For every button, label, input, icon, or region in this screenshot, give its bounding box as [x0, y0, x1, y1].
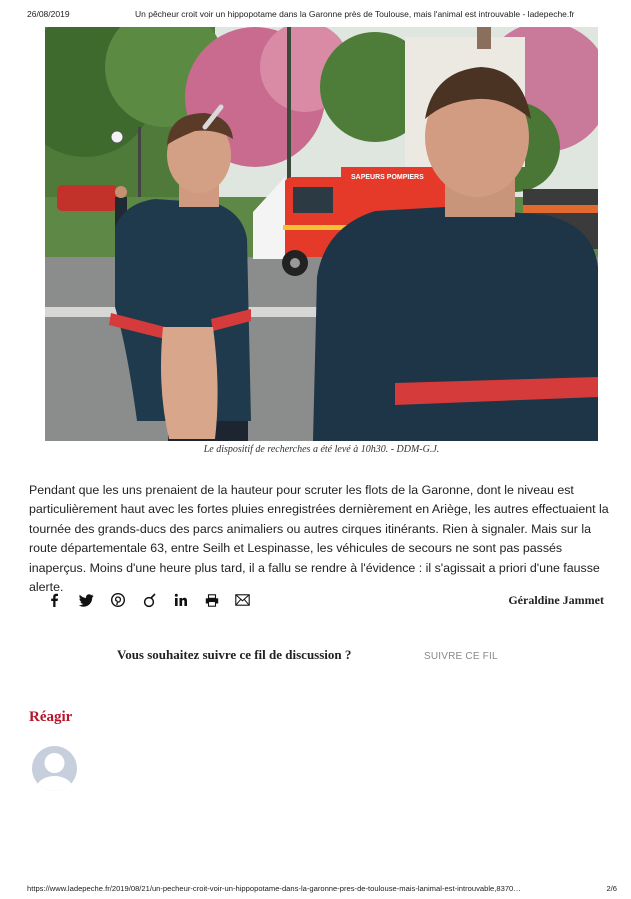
- user-avatar-icon: [29, 746, 80, 791]
- print-page-title: Un pêcheur croit voir un hippopotame dans la Garonne près de Toulouse, mais l'animal est introuvable - ladepeche.fr: [135, 9, 575, 19]
- pinterest-icon[interactable]: [108, 590, 128, 610]
- photo-caption: Le dispositif de recherches a été levé à 10h30. - DDM-G.J.: [203, 444, 440, 455]
- author-name[interactable]: Géraldine Jammet: [508, 593, 604, 607]
- print-icon[interactable]: [202, 590, 222, 610]
- share-bar: [44, 590, 604, 610]
- linkedin-icon[interactable]: [171, 590, 191, 610]
- follow-thread-question: Vous souhaitez suivre ce fil de discussion ?: [117, 647, 352, 662]
- print-url: https://www.ladepeche.fr/2019/08/21/un-pecheur-croit-voir-un-hippopotame-dans-la-garonne-pres-de-toulouse-mais-lanimal-est-introuvable,8370…: [27, 884, 521, 893]
- van-lettering: SAPEURS POMPIERS: [351, 174, 424, 181]
- print-date: 26/08/2019: [27, 9, 70, 19]
- twitter-icon[interactable]: [76, 590, 96, 610]
- avatar: [29, 746, 80, 791]
- print-footer: [27, 884, 617, 896]
- react-heading: Réagir: [29, 709, 73, 725]
- article-paragraph: Pendant que les uns prenaient de la hauteur pour scruter les flots de la Garonne, dont le niveau est particulièrement haut avec les fortes pluies enregistrées dernièrement en Ariège, les autres effectuaient la tournée des grands-ducs des parcs animaliers ou autres cirques itinérants. Rien à signaler. Mais sur la route départementale 63, entre Seilh et Lespinasse, les véhicules de secours ne sont pas passés inaperçus. Moins d'une heure plus tard, il a fallu se rendre à l'évidence : il s'agissait a priori d'une fausse alerte.: [29, 483, 609, 595]
- article-photo: [45, 27, 598, 441]
- firefighters-photo-illustration: [45, 27, 598, 441]
- viadeo-icon[interactable]: [140, 590, 160, 610]
- follow-thread-button[interactable]: SUIVRE CE FIL: [424, 651, 498, 662]
- email-icon[interactable]: [232, 590, 252, 610]
- print-page-number: 2/6: [606, 884, 617, 893]
- facebook-icon[interactable]: [44, 590, 64, 610]
- print-header: [27, 9, 603, 23]
